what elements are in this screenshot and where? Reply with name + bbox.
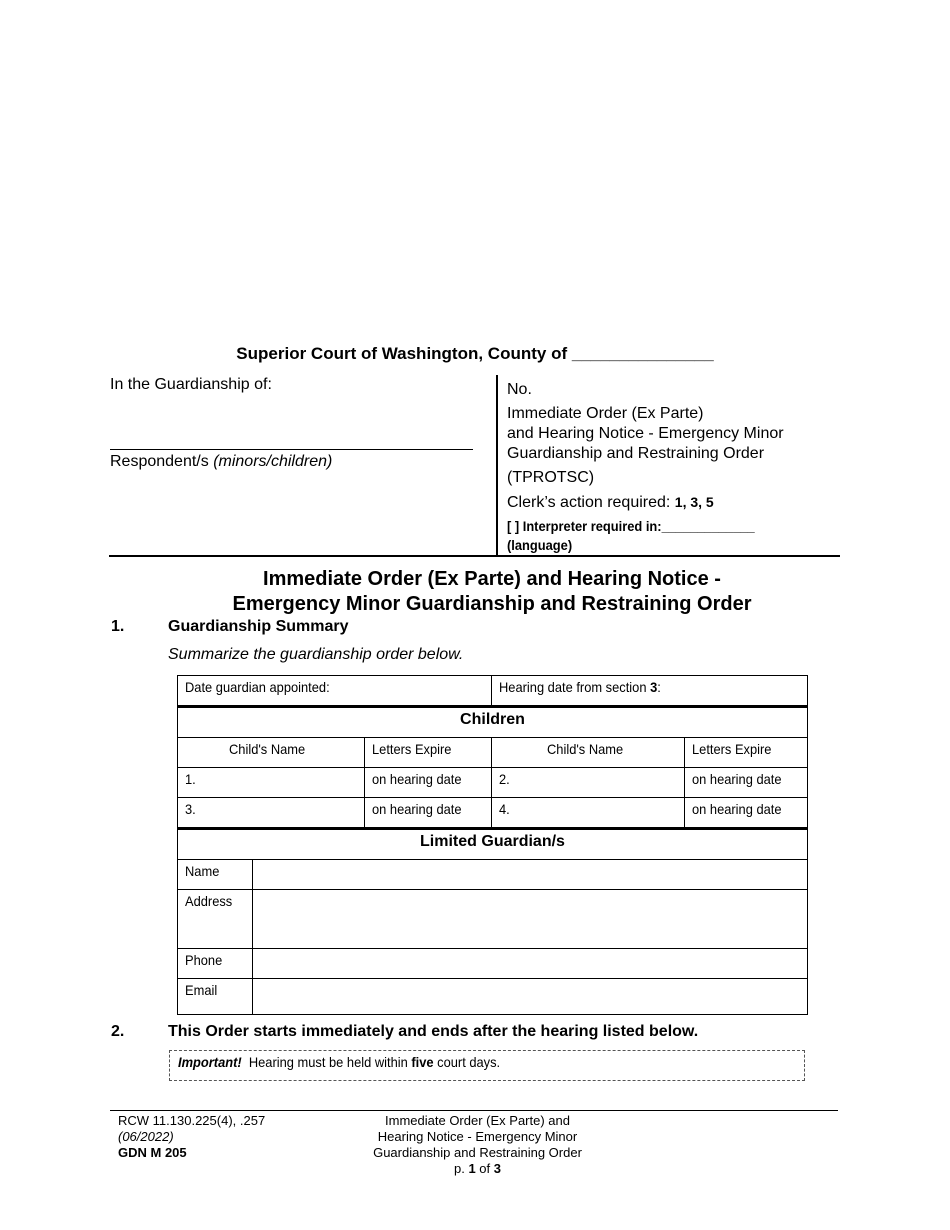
date-appointed-cell[interactable]	[178, 676, 492, 707]
footer-form-code	[118, 1145, 265, 1161]
page-of: of	[475, 1161, 494, 1176]
guardian-phone-field[interactable]	[252, 949, 807, 979]
court-title: Superior Court of Washington, County of	[236, 344, 568, 363]
interpreter-required	[507, 517, 820, 555]
page-prefix: p.	[453, 1161, 469, 1176]
letters-expire-value: on hearing date	[692, 771, 782, 787]
table-row	[178, 979, 808, 1015]
doc-code: (TPROTSC)	[507, 469, 595, 486]
respondent-text: Respondent/s	[110, 453, 209, 470]
table-row	[178, 890, 808, 949]
limited-guardians-header: Limited Guardian/s	[178, 829, 808, 860]
child-name-cell[interactable]	[178, 768, 365, 798]
table-row	[178, 707, 808, 738]
caption-divider	[496, 375, 498, 556]
table-row	[178, 829, 808, 860]
language-label: (language)	[507, 537, 573, 553]
letters-expire-value: on hearing date	[371, 801, 462, 817]
footer-revision-text: (06/2022)	[118, 1129, 174, 1144]
guardian-name-field[interactable]	[252, 860, 807, 890]
respondent-label	[110, 453, 332, 471]
table-row	[178, 798, 808, 829]
page-title-line2: Emergency Minor Guardianship and Restraining Order	[232, 593, 752, 615]
guardianship-summary-table	[177, 675, 808, 1015]
caption-left	[110, 376, 480, 470]
footer-revision	[118, 1129, 265, 1145]
hearing-date-colon: :	[657, 679, 662, 695]
letters-expire-cell	[364, 798, 492, 829]
footer-rcw: RCW 11.130.225(4), .257	[118, 1113, 266, 1128]
name-label-text: Name	[185, 863, 220, 879]
col-letters-expire-text-2: Letters Expire	[692, 741, 772, 757]
doc-title-line1: Immediate Order (Ex Parte)	[507, 405, 704, 422]
important-text-before: Hearing must be held within	[248, 1054, 412, 1070]
clerk-action	[507, 492, 837, 513]
table-row	[178, 860, 808, 890]
footer-title-line2: Hearing Notice - Emergency Minor	[377, 1129, 578, 1144]
doc-title-line2: and Hearing Notice - Emergency Minor	[507, 425, 784, 442]
date-appointed-label: Date guardian appointed:	[185, 679, 330, 695]
guardian-address-field[interactable]	[252, 890, 807, 949]
page-current: 1	[468, 1161, 476, 1176]
col-header-letters-expire-2	[685, 738, 808, 768]
interpreter-line: [ ] Interpreter required in:_____________	[507, 518, 755, 534]
hearing-date-text: Hearing date from section	[499, 679, 651, 695]
important-label: Important!	[178, 1054, 242, 1070]
table-row	[178, 738, 808, 768]
section2-number: 2.	[111, 1023, 125, 1040]
important-bold: five	[411, 1054, 434, 1070]
footer-left	[118, 1113, 265, 1161]
letters-expire-value: on hearing date	[692, 801, 782, 817]
footer-title-line1: Immediate Order (Ex Parte) and	[385, 1113, 570, 1128]
important-text-after: court days.	[433, 1054, 501, 1070]
caption-bottom-rule	[109, 555, 840, 557]
guardian-phone-label	[178, 949, 253, 979]
county-blank: _______________	[571, 344, 714, 363]
child-number: 3.	[185, 801, 196, 817]
doc-title-line3: Guardianship and Restraining Order	[507, 445, 765, 462]
hearing-date-section: 3	[650, 679, 658, 695]
respondent-note: (minors/children)	[213, 453, 333, 470]
section1-instruction: Summarize the guardianship order below.	[168, 646, 464, 663]
footer-rule	[110, 1110, 838, 1111]
child-name-cell[interactable]	[492, 768, 685, 798]
children-header: Children	[178, 707, 808, 738]
section2-heading: This Order starts immediately and ends after the hearing listed below.	[168, 1023, 699, 1040]
child-name-cell[interactable]	[492, 798, 685, 829]
guardian-email-label	[178, 979, 253, 1015]
child-number: 1.	[185, 771, 196, 787]
letters-expire-value: on hearing date	[371, 771, 462, 787]
child-name-cell[interactable]	[178, 798, 365, 829]
guardianship-of-label: In the Guardianship of:	[110, 376, 272, 393]
table-row	[178, 768, 808, 798]
footer-title	[340, 1113, 615, 1177]
guardian-address-label	[178, 890, 253, 949]
clerk-action-label: Clerk’s action required:	[507, 494, 671, 511]
hearing-date-cell[interactable]	[492, 676, 808, 707]
child-number: 4.	[499, 801, 511, 817]
col-header-letters-expire	[364, 738, 492, 768]
important-notice	[169, 1050, 805, 1081]
table-row	[178, 676, 808, 707]
email-label-text: Email	[185, 982, 218, 998]
case-number-label: No.	[507, 381, 532, 398]
guardian-email-field[interactable]	[252, 979, 807, 1015]
col-header-childs-name-2	[492, 738, 685, 768]
letters-expire-cell	[685, 798, 808, 829]
letters-expire-cell	[364, 768, 492, 798]
col-header-childs-name	[178, 738, 365, 768]
court-heading	[0, 344, 950, 364]
address-label-text: Address	[185, 893, 233, 909]
page-total: 3	[493, 1161, 501, 1176]
footer-page-number	[340, 1161, 615, 1177]
page-title-line1: Immediate Order (Ex Parte) and Hearing Notice -	[263, 568, 721, 590]
respondent-name-line	[110, 449, 473, 450]
footer-form-code-text: GDN M 205	[118, 1145, 187, 1160]
col-childs-name-text-2: Child's Name	[546, 741, 624, 757]
important-notice-text	[178, 1054, 500, 1070]
col-letters-expire-text: Letters Expire	[371, 741, 452, 757]
caption-right	[507, 380, 837, 555]
phone-label-text: Phone	[185, 952, 223, 968]
guardian-name-label	[178, 860, 253, 890]
child-number: 2.	[499, 771, 511, 787]
table-row	[178, 949, 808, 979]
footer-title-line3: Guardianship and Restraining Order	[373, 1145, 582, 1160]
clerk-action-values: 1, 3, 5	[674, 494, 714, 510]
page-title	[0, 567, 950, 617]
col-childs-name-text: Child's Name	[229, 741, 306, 757]
hearing-date-label	[499, 679, 661, 695]
section1-number: 1.	[111, 618, 125, 635]
letters-expire-cell	[685, 768, 808, 798]
section1-heading: Guardianship Summary	[168, 618, 349, 635]
